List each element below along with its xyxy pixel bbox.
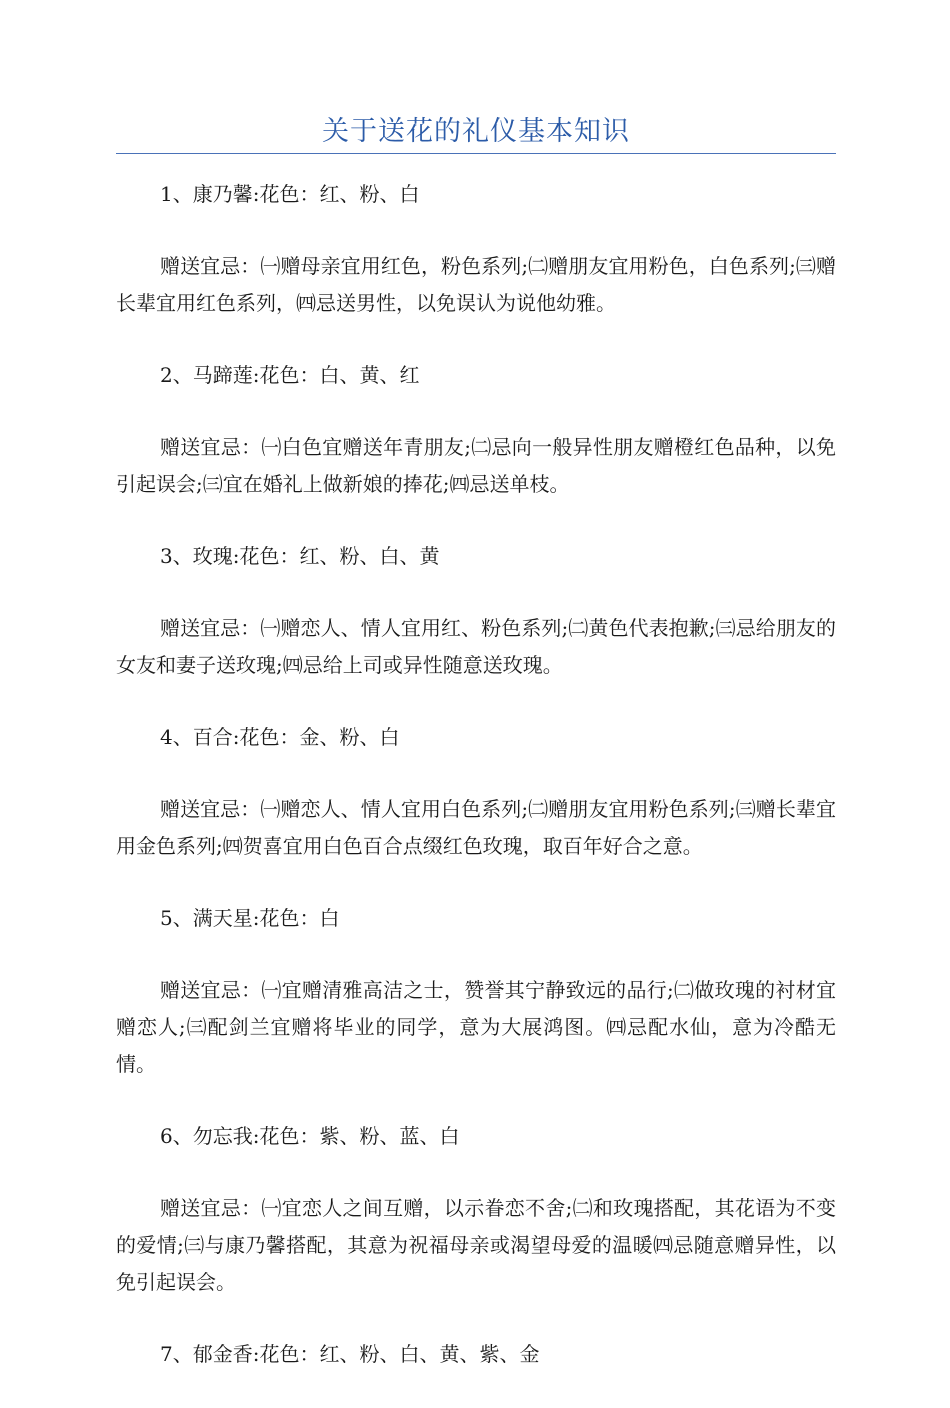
document-title: 关于送花的礼仪基本知识 [322,116,630,147]
gift-etiquette-calla-lily: 赠送宜忌：㈠白色宜赠送年青朋友;㈡忌向一般异性朋友赠橙红色品种，以免引起误会;㈢宜在婚礼上做新娘的捧花;㈣忌送单枝。 [116,435,836,496]
flower-heading-tulip: 7、郁金香:花色：红、粉、白、黄、紫、金 [160,1342,540,1366]
title-underline [116,153,836,154]
flower-heading-calla-lily: 2、马蹄莲:花色：白、黄、红 [160,363,420,387]
flower-heading-carnation: 1、康乃馨:花色：红、粉、白 [160,182,420,206]
flower-heading-lily: 4、百合:花色：金、粉、白 [160,725,400,749]
gift-etiquette-lily: 赠送宜忌：㈠赠恋人、情人宜用白色系列;㈡赠朋友宜用粉色系列;㈢赠长辈宜用金色系列;㈣贺喜宜用白色百合点缀红色玫瑰，取百年好合之意。 [116,797,836,858]
flower-heading-forget-me-not: 6、勿忘我:花色：紫、粉、蓝、白 [160,1124,460,1148]
gift-etiquette-babys-breath: 赠送宜忌：㈠宜赠清雅高洁之士，赞誉其宁静致远的品行;㈡做玫瑰的衬材宜赠恋人;㈢配剑兰宜赠将毕业的同学，意为大展鸿图。㈣忌配水仙，意为冷酷无情。 [116,978,836,1076]
flower-heading-rose: 3、玫瑰:花色：红、粉、白、黄 [160,544,440,568]
gift-etiquette-rose: 赠送宜忌：㈠赠恋人、情人宜用红、粉色系列;㈡黄色代表抱歉;㈢忌给朋友的女友和妻子送玫瑰;㈣忌给上司或异性随意送玫瑰。 [116,616,836,677]
flower-heading-babys-breath: 5、满天星:花色：白 [160,906,340,930]
gift-etiquette-forget-me-not: 赠送宜忌：㈠宜恋人之间互赠，以示眷恋不舍;㈡和玫瑰搭配，其花语为不变的爱情;㈢与康乃馨搭配，其意为祝福母亲或渴望母爱的温暖㈣忌随意赠异性，以免引起误会。 [116,1196,836,1294]
document-body [116,176,836,1408]
gift-etiquette-carnation: 赠送宜忌：㈠赠母亲宜用红色，粉色系列;㈡赠朋友宜用粉色，白色系列;㈢赠长辈宜用红色系列，㈣忌送男性，以免误认为说他幼雅。 [116,254,836,315]
